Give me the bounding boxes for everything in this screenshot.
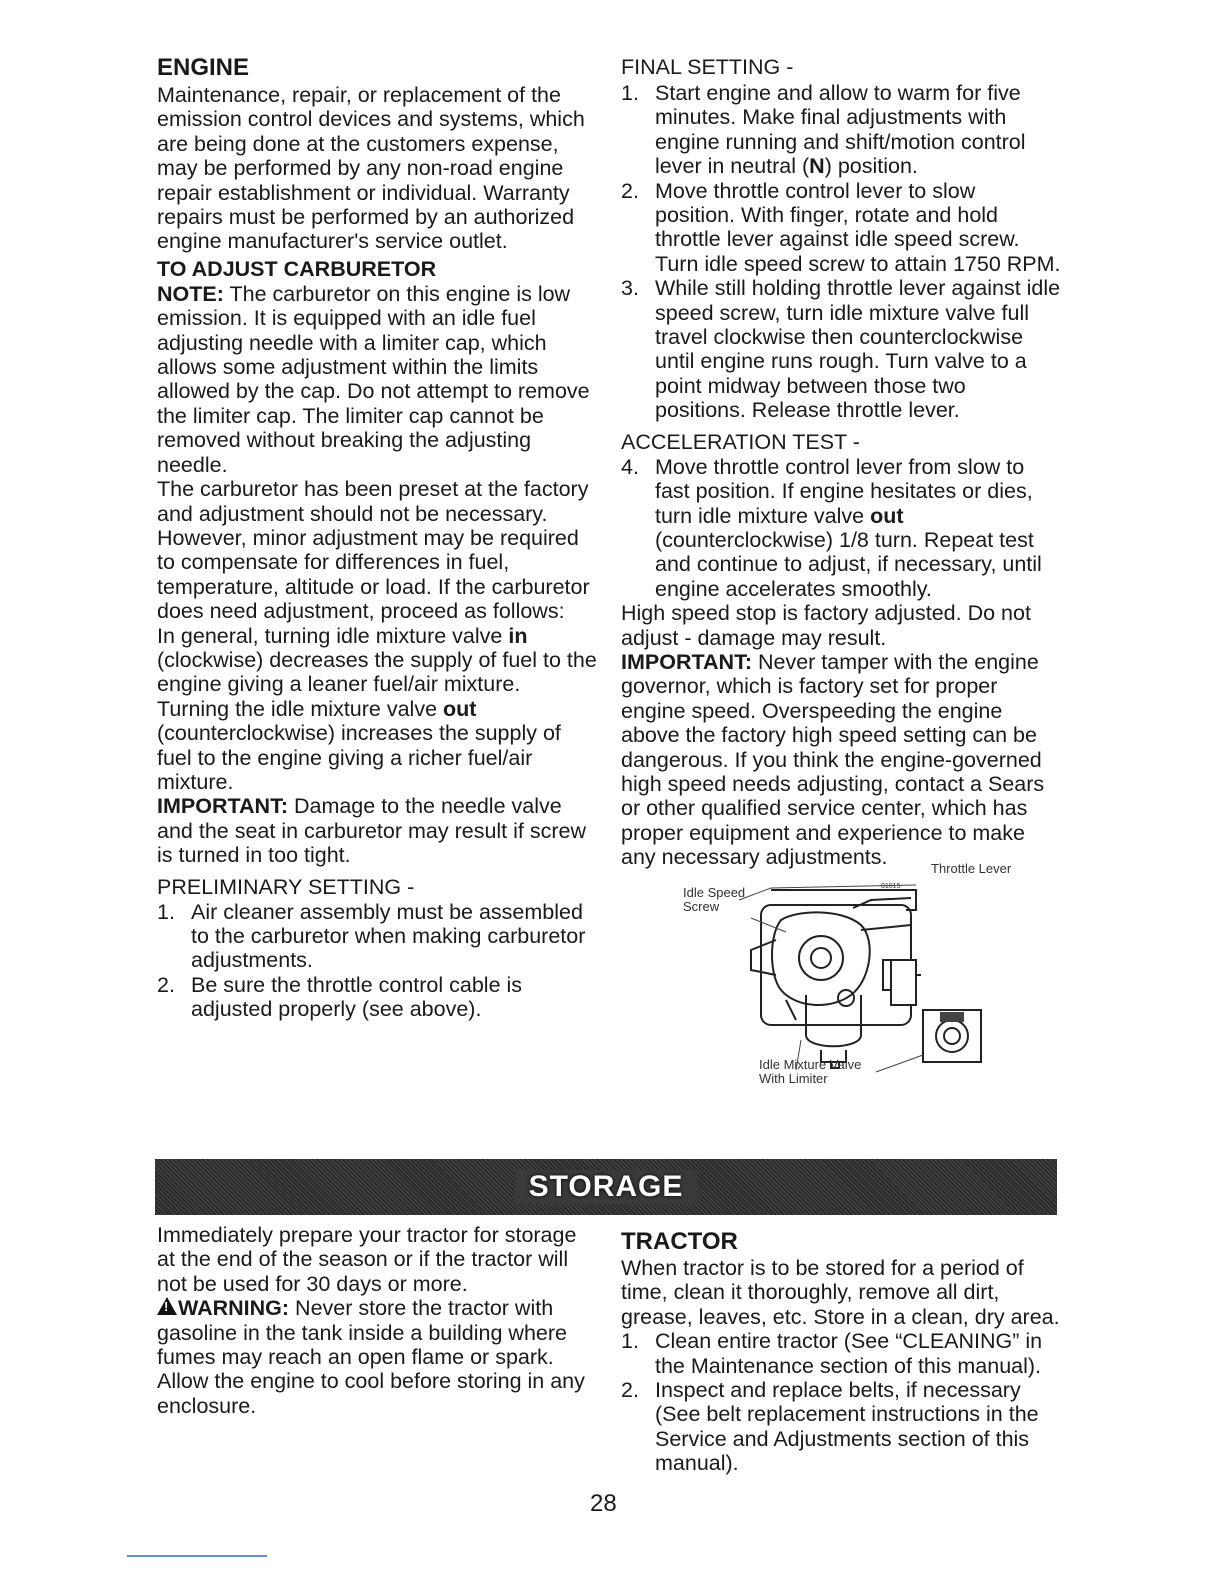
step-text: Move throttle control lever to slow position. With finger, rotate and hold throttle lever against idle speed screw. Turn idle speed screw to attain 1750 RPM. — [655, 178, 1061, 276]
list-item — [621, 455, 1061, 601]
list-item — [621, 1329, 1061, 1378]
step-number: 1. — [157, 899, 175, 924]
governor-important — [621, 650, 1061, 870]
neutral-letter: N — [809, 154, 825, 179]
carburetor-preset: The carburetor has been preset at the factory and adjustment should not be necessary. However, minor adjustment may be required to compensate for differences in fuel, temperature, altitude or load. If the carburetor does need adjustment, proceed as follows: — [157, 477, 590, 624]
important-text: Damage to the needle valve and the seat in carburetor may result if screw is turned in too tight. — [157, 794, 586, 868]
general-text-c: (counterclockwise) increases the supply of fuel to the engine giving a richer fuel/air mixture. — [157, 721, 561, 794]
step-number: 4. — [621, 454, 639, 479]
high-speed-note: High speed stop is factory adjusted. Do not adjust - damage may result. — [621, 601, 1031, 650]
carburetor-diagram — [621, 860, 1061, 1105]
preliminary-heading: PRELIMINARY SETTING - — [157, 874, 415, 899]
list-item — [621, 179, 1061, 277]
storage-right-column — [621, 1228, 1061, 1476]
final-setting-heading: FINAL SETTING - — [621, 55, 794, 79]
left-column — [157, 53, 597, 1022]
idle-speed-screw-label: Idle Speed Screw — [683, 884, 746, 914]
step-text: Clean entire tractor (See “CLEANING” in the Maintenance section of this manual). — [655, 1329, 1043, 1378]
carburetor-general — [157, 624, 597, 795]
note-label: NOTE: — [157, 281, 224, 306]
step-number: 2. — [621, 178, 639, 203]
carburetor-heading: TO ADJUST CARBURETOR — [157, 256, 437, 281]
step-text: Inspect and replace belts, if necessary (See belt replacement instructions in the Service and Adjustments section of this manual). — [655, 1378, 1039, 1476]
tractor-heading: TRACTOR — [621, 1228, 738, 1255]
step-number: 2. — [157, 972, 175, 997]
storage-title: STORAGE — [515, 1170, 698, 1204]
step-text: Move throttle control lever from slow to fast position. If engine hesitates or dies, turn idle mixture valve — [655, 454, 1033, 528]
step-number: 1. — [621, 1329, 639, 1354]
list-item — [621, 276, 1061, 422]
acceleration-heading: ACCELERATION TEST - — [621, 429, 860, 454]
acceleration-steps — [621, 455, 1061, 601]
storage-warning — [157, 1296, 587, 1418]
engine-heading: ENGINE — [157, 54, 250, 81]
tractor-paragraph: When tractor is to be stored for a period of time, clean it thoroughly, remove all dirt, grease, leaves, etc. Store in a clean, dry area. — [621, 1256, 1060, 1329]
storage-left-column — [157, 1223, 587, 1418]
important-label: IMPORTANT: — [621, 649, 752, 674]
general-text-a: In general, turning idle mixture valve — [157, 623, 509, 648]
warning-icon — [157, 1297, 177, 1315]
carburetor-note — [157, 282, 597, 477]
page-number: 28 — [590, 1490, 617, 1517]
final-setting-steps — [621, 81, 1061, 423]
storage-intro: Immediately prepare your tractor for storage at the end of the season or if the tractor will not be used for 30 days or more. — [157, 1223, 577, 1296]
idle-mixture-valve-label: Idle Mixture Valve With Limiter — [759, 1056, 862, 1086]
engine-paragraph: Maintenance, repair, or replacement of the emission control devices and systems, which are being done at the customers expense, may be performed by any non-road engine repair establishment or individual. Warranty repairs must be performed by an authorized engine manufacturer's service outlet. — [157, 83, 585, 254]
storage-banner — [155, 1159, 1057, 1215]
step-text: Air cleaner assembly must be assembled to the carburetor when making carburetor adjustments. — [191, 899, 586, 973]
list-item — [621, 81, 1061, 179]
preliminary-steps — [157, 900, 597, 1022]
general-text-b: (clockwise) decreases the supply of fuel to the engine giving a leaner fuel/air mixture. Turning the idle mixture valve — [157, 647, 597, 721]
general-in: in — [508, 623, 528, 648]
step-number: 1. — [621, 81, 639, 105]
step-text: Start engine and allow to warm for five minutes. Make final adjustments with engine running and shift/motion control lever in neutral ( — [655, 81, 1026, 179]
warning-text: Never store the tractor with gasoline in the tank inside a building where fumes may reach an open flame or spark. Allow the engine to cool before storing in any enclosure. — [157, 1296, 585, 1418]
important-text: Never tamper with the engine governor, which is factory set for proper engine speed. Overspeeding the engine above the factory high speed setting can be dangerous. If you think the engine-governed high speed needs adjusting, contact a Sears or other qualified service center, which has proper equipment and experience to make any necessary adjustments. — [621, 649, 1045, 870]
step-text: Be sure the throttle control cable is adjusted properly (see above). — [191, 972, 523, 1022]
step-number: 3. — [621, 276, 639, 301]
important-label: IMPORTANT: — [157, 794, 288, 819]
list-item — [157, 900, 597, 973]
right-column — [621, 53, 1061, 1105]
step-text: While still holding throttle lever against idle speed screw, turn idle mixture valve full travel clockwise then counterclockwise until engine runs rough. Turn valve to a point midway between those two positions. Release throttle lever. — [655, 276, 1061, 423]
step-number: 2. — [621, 1378, 639, 1403]
tractor-steps — [621, 1329, 1061, 1475]
carburetor-important — [157, 794, 597, 867]
step-out: out — [870, 503, 904, 528]
footer-divider — [127, 1555, 267, 1557]
step-text: (counterclockwise) 1/8 turn. Repeat test and continue to adjust, if necessary, until engine accelerates smoothly. — [655, 527, 1042, 601]
list-item — [621, 1378, 1061, 1476]
throttle-lever-label: Throttle Lever — [931, 860, 1012, 876]
figure-code: 01015 — [881, 882, 901, 890]
list-item — [157, 973, 597, 1022]
warning-label: WARNING: — [178, 1296, 290, 1321]
step-text: ) position. — [824, 154, 918, 179]
note-text: The carburetor on this engine is low emission. It is equipped with an idle fuel adjusting needle with a limiter cap, which allows some adjustment within the limits allowed by the cap. Do not attempt to remove the limiter cap. The limiter cap cannot be removed without breaking the adjusting needle. — [157, 281, 590, 477]
general-out: out — [443, 696, 477, 721]
